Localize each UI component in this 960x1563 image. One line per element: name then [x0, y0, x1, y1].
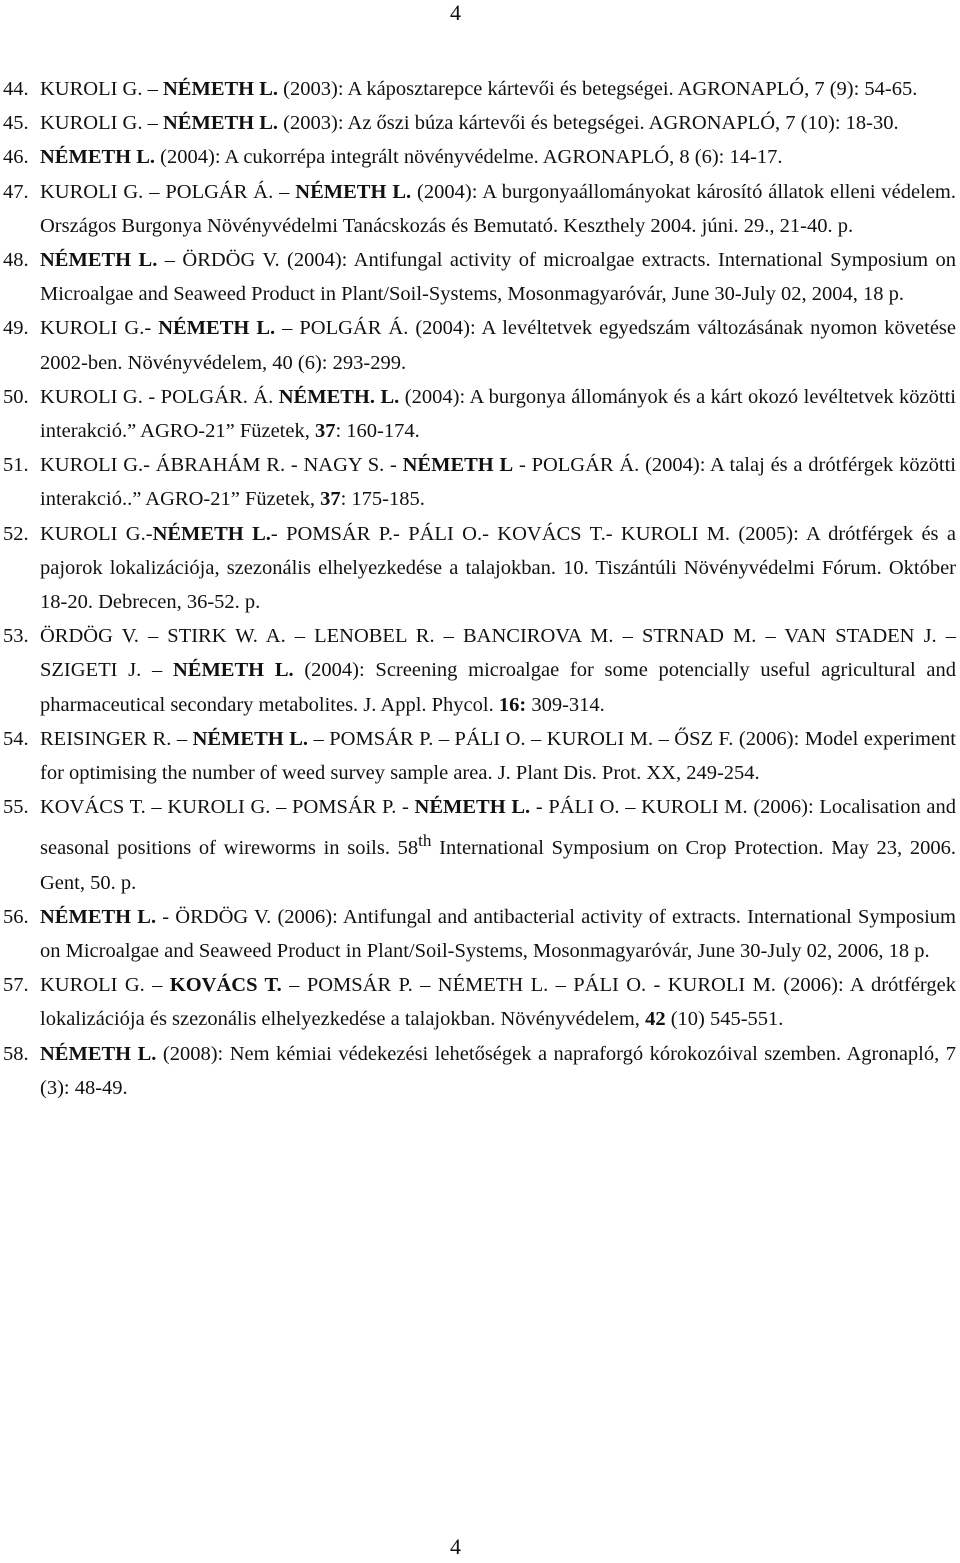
reference-number: 57.	[3, 974, 29, 997]
reference-text-segment: (2004): Screening microalgae for some potencially useful agricultural and pharmaceutical secondary metabolites. J. Appl. Phycol.	[40, 659, 957, 716]
reference-text-segment: (2004): A burgonya állományok és a kárt okozó levéltetvek közötti interakció.” AGRO-21” Füzetek,	[40, 385, 956, 443]
reference-text-segment: (2004): A burgonyaállományokat károsító állatok elleni védelem. Országos Burgonya Növényvédelmi Tanácskozás és Bemutató. Keszthely 2004. júni. 29., 21-40. p.	[40, 180, 956, 237]
reference-text	[40, 968, 956, 1036]
reference-text-segment: : 175-185.	[340, 488, 425, 511]
reference-text	[40, 380, 956, 448]
reference-text-segment: (2003): A káposztarepce kártevői és betegségei. AGRONAPLÓ, 7 (9): 54-65.	[278, 78, 918, 100]
reference-text-segment: KUROLI G.-	[40, 317, 159, 340]
reference-text-segment: International Symposium on Crop Protection. May 23, 2006. Gent, 50. p.	[40, 837, 956, 894]
reference-text-segment: – ÖRDÖG V. (2004): Antifungal activity of microalgae extracts. International Symposium on Microalgae and Seaweed Product in Plant/Soil-Systems, Mosonmagyaróvár, June 30-July 02, 2004, 18 p.	[40, 249, 956, 306]
reference-list	[3, 72, 956, 1105]
reference-entry	[3, 900, 956, 968]
reference-text-segment: KUROLI G. – POLGÁR Á. –	[40, 180, 296, 203]
reference-bold-text: 42	[645, 1008, 666, 1031]
reference-bold-text: NÉMETH L.	[158, 317, 276, 340]
reference-entry	[3, 140, 956, 174]
reference-text	[40, 243, 956, 311]
reference-bold-text: NÉMETH L.	[163, 78, 279, 100]
reference-text-segment: REISINGER R. –	[40, 727, 193, 750]
reference-text	[40, 1037, 956, 1105]
reference-text-segment: KOVÁCS T. – KUROLI G. – POMSÁR P. -	[40, 796, 415, 819]
reference-text-segment: KUROLI G.-	[40, 522, 153, 545]
reference-entry	[3, 722, 956, 790]
reference-text	[40, 140, 956, 174]
reference-text-segment: (2004): A cukorrépa integrált növényvédelme. AGRONAPLÓ, 8 (6): 14-17.	[155, 146, 783, 169]
reference-text-segment: ÖRDÖG V. – STIRK W. A. – LENOBEL R. – BANCIROVA M. – STRNAD M. – VAN STADEN J. – SZIGETI J. –	[40, 625, 956, 682]
reference-text-segment: KUROLI G. –	[40, 78, 163, 100]
reference-text-segment: - POLGÁR Á. (2004): A talaj és a drótférgek közötti interakció..” AGRO-21” Füzetek,	[40, 454, 957, 511]
reference-entry	[3, 311, 956, 379]
reference-entry	[3, 72, 956, 106]
reference-bold-text: NÉMETH L.	[414, 796, 531, 819]
reference-number: 52.	[3, 522, 29, 545]
reference-text-segment: (10) 545-551.	[665, 1008, 784, 1031]
reference-bold-text: KOVÁCS T.	[169, 974, 282, 997]
reference-text-segment: – POMSÁR P. – PÁLI O. – KUROLI M. – ŐSZ F. (2006): Model experiment for optimising the number of weed survey sample area. J. Plant Dis. Prot. XX, 249-254.	[40, 727, 956, 785]
reference-bold-text: NÉMETH L.	[163, 112, 279, 135]
reference-text	[40, 72, 956, 106]
reference-superscript: th	[418, 831, 432, 851]
reference-text-segment: KUROLI G.- ÁBRAHÁM R. - NAGY S. -	[40, 454, 403, 477]
reference-text-segment: KUROLI G. –	[40, 974, 170, 997]
reference-text-segment: – POMSÁR P. – NÉMETH L. – PÁLI O. - KUROLI M. (2006): A drótférgek lokalizációja és szezonális elhelyezkedése a talajokban. Növényvédelem,	[40, 974, 956, 1031]
reference-entry	[3, 175, 956, 243]
reference-entry	[3, 243, 956, 311]
reference-text	[40, 722, 956, 790]
reference-text-segment: KUROLI G. - POLGÁR. Á.	[40, 385, 279, 408]
reference-entry	[3, 790, 956, 899]
reference-bold-text: 16:	[498, 693, 527, 716]
reference-bold-text: NÉMETH. L.	[278, 385, 400, 408]
reference-text-segment: - ÖRDÖG V. (2006): Antifungal and antibacterial activity of extracts. International Symposium on Microalgae and Seaweed Product in Plant/Soil-Systems, Mosonmagyaróvár, June 30-July 02, 2006, 18 p.	[40, 905, 956, 962]
reference-entry	[3, 517, 956, 620]
reference-bold-text: NÉMETH L.	[152, 522, 271, 545]
reference-bold-text: NÉMETH L.	[192, 727, 309, 750]
reference-entry	[3, 106, 956, 140]
reference-number: 47.	[3, 180, 29, 203]
reference-text-segment: – POLGÁR Á. (2004): A levéltetvek egyedszám változásának nyomon követése 2002-ben. Növényvédelem, 40 (6): 293-299.	[40, 317, 956, 374]
reference-number: 55.	[3, 796, 29, 819]
reference-entry	[3, 1037, 956, 1105]
reference-number: 50.	[3, 385, 29, 408]
reference-bold-text: NÉMETH L.	[40, 146, 156, 169]
reference-entry	[3, 619, 956, 722]
page-number-top: 4	[450, 0, 461, 25]
reference-entry	[3, 380, 956, 448]
reference-bold-text: NÉMETH L.	[172, 659, 294, 682]
reference-text-segment: - POMSÁR P.- PÁLI O.- KOVÁCS T.- KUROLI M. (2005): A drótférgek és a pajorok lokalizációja, szezonális elhelyezkedése a talajokban. 10. Tiszántúli Növényvédelmi Fórum. Október 18-20. Debrecen, 36-52. p.	[40, 522, 956, 614]
reference-number: 49.	[3, 317, 29, 340]
reference-text	[40, 517, 956, 620]
reference-text-segment: (2008): Nem kémiai védekezési lehetőségek a napraforgó kórokozóival szemben. Agronapló, 7 (3): 48-49.	[40, 1042, 956, 1099]
reference-bold-text: 37	[320, 488, 341, 511]
reference-number: 48.	[3, 249, 29, 272]
reference-number: 46.	[3, 146, 29, 169]
reference-number: 45.	[3, 112, 29, 135]
reference-number: 44.	[3, 78, 29, 100]
page-number-bottom: 4	[450, 1534, 461, 1559]
reference-text	[40, 900, 956, 968]
reference-text	[40, 311, 956, 379]
reference-number: 58.	[3, 1042, 29, 1065]
reference-entry	[3, 448, 956, 516]
reference-text-segment: : 160-174.	[335, 420, 420, 443]
reference-bold-text: NÉMETH L.	[40, 1042, 157, 1065]
reference-number: 54.	[3, 727, 29, 750]
reference-text-segment: 309-314.	[526, 693, 605, 716]
reference-entry	[3, 968, 956, 1036]
reference-text	[40, 619, 956, 722]
reference-number: 53.	[3, 625, 29, 648]
reference-text	[40, 448, 956, 516]
reference-text-segment: KUROLI G. –	[40, 112, 163, 135]
reference-bold-text: NÉMETH L.	[40, 905, 157, 928]
reference-bold-text: NÉMETH L	[402, 454, 514, 477]
reference-number: 51.	[3, 454, 29, 477]
reference-text-segment: - PÁLI O. – KUROLI M. (2006): Localisation and seasonal positions of wireworms in soils. 58	[40, 796, 956, 860]
reference-bold-text: NÉMETH L.	[295, 180, 412, 203]
reference-text-segment: (2003): Az őszi búza kártevői és betegségei. AGRONAPLÓ, 7 (10): 18-30.	[278, 112, 899, 135]
reference-text	[40, 175, 956, 243]
reference-bold-text: 37	[314, 420, 336, 443]
reference-bold-text: NÉMETH L.	[40, 249, 158, 272]
reference-text	[40, 106, 956, 140]
reference-text	[40, 790, 956, 899]
reference-number: 56.	[3, 905, 29, 928]
